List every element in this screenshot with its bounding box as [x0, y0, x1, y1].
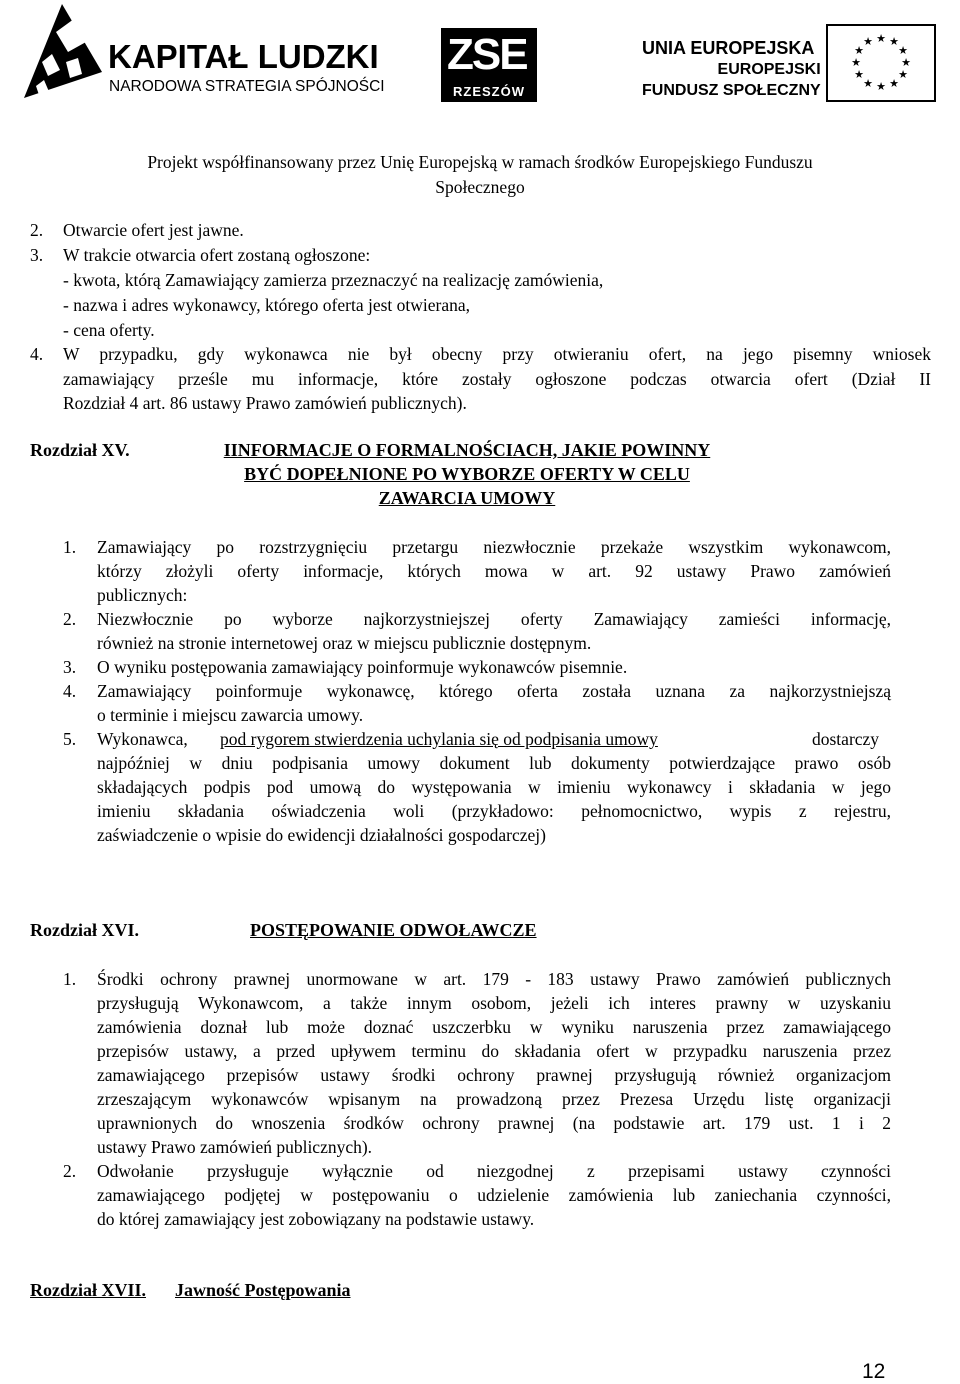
item-3-sub-3: - cena oferty. [63, 320, 155, 340]
svg-text:★: ★ [889, 35, 899, 48]
item-2-number: 2. [30, 220, 44, 240]
eu-line2: EUROPEJSKI [717, 61, 821, 78]
eu-line3: FUNDUSZ SPOŁECZNY [642, 82, 821, 99]
ch15-item-3-line-1: O wyniku postępowania zamawiający poinformuje wykonawców pisemnie. [97, 657, 628, 677]
svg-text:★: ★ [851, 56, 861, 69]
ch15-item-1-line-2: którzy złożyli oferty informacje, których mowa w art. 92 ustawy Prawo zamówień [97, 561, 891, 581]
ch15-item-5-number: 5. [63, 729, 77, 749]
ch16-item-2-line-1: Odwołanie przysługuje wyłącznie od niezgodnej z przepisami ustawy czynności [97, 1161, 891, 1181]
item-3-number: 3. [30, 245, 44, 265]
svg-text:★: ★ [854, 68, 864, 81]
item-3-sub-1: - kwota, którą Zamawiający zamierza przeznaczyć na realizację zamówienia, [63, 270, 604, 290]
svg-text:★: ★ [854, 44, 864, 57]
ch16-item-1-line-8: ustawy Prawo zamówień publicznych). [97, 1137, 373, 1157]
ch15-item-1-line-1: Zamawiający po rozstrzygnięciu przetargu niezwłocznie przekaże wszystkim wykonawcom, [97, 537, 891, 557]
ch16-item-1-line-3: zamówienia doznał lub może doznać uszczerbku w wyniku naruszenia przez zamawiającego [97, 1017, 891, 1037]
item-3-sub-2: - nazwa i adres wykonawcy, którego oferta jest otwierana, [63, 295, 471, 315]
chapter-16-title: POSTĘPOWANIE ODWOŁAWCZE [250, 920, 537, 940]
ch15-item-5-line-3: składających podpis pod umową do występowania w imieniu wykonawcy i składania w jego [97, 777, 891, 797]
ch15-item-2-line-2: również na stronie internetowej oraz w miejscu publicznie dostępnym. [97, 633, 592, 653]
item-4-line-1: W przypadku, gdy wykonawca nie był obecny przy otwieraniu ofert, na jego pisemny wniosek [63, 344, 931, 364]
ch15-item-5-line-2: najpóźniej w dniu podpisania umowy dokument lub dokumenty potwierdzające prawo osób [97, 753, 891, 773]
project-line-1: Projekt współfinansowany przez Unię Europejską w ramach środków Europejskiego Funduszu [147, 152, 813, 172]
ch15-item-1-number: 1. [63, 537, 77, 557]
svg-text:★: ★ [901, 56, 911, 69]
zse-logo-text: ZSE [447, 30, 527, 79]
ch16-item-1-line-4: przepisów ustawy, a przed upływem terminu do składania ofert w przypadku naruszenia przez [97, 1041, 891, 1061]
kl-subtitle: NARODOWA STRATEGIA SPÓJNOŚCI [109, 78, 385, 95]
zse-rzeszow-logo [441, 28, 537, 102]
svg-text:★: ★ [898, 68, 908, 81]
ch16-item-2-number: 2. [63, 1161, 77, 1181]
ch15-item-5-line-5: zaświadczenie o wpisie do ewidencji działalności gospodarczej) [97, 825, 546, 845]
item-4-number: 4. [30, 344, 44, 364]
ch16-item-1-line-7: uprawnionych do wnoszenia środków ochrony prawnej (na podstawie art. 179 ust. 1 i 2 [97, 1113, 891, 1133]
chapter-15-title-3: ZAWARCIA UMOWY [378, 488, 556, 508]
chapter-17-title: Jawność Postępowania [175, 1280, 351, 1300]
project-line-2: Społecznego [435, 177, 525, 197]
svg-text:★: ★ [889, 77, 899, 90]
svg-text:★: ★ [876, 32, 886, 45]
eu-line1: UNIA EUROPEJSKA [642, 38, 815, 58]
ch15-item-2-line-1: Niezwłocznie po wyborze najkorzystniejszej oferty Zamawiający zamieści informację, [97, 609, 891, 629]
ch15-item-5-underlined: pod rygorem stwierdzenia uchylania się od podpisania umowy [220, 729, 658, 749]
ch16-item-2-line-3: do której zamawiający jest zobowiązany na podstawie ustawy. [97, 1209, 535, 1229]
ch15-item-4-line-2: o terminie i miejscu zawarcia umowy. [97, 705, 364, 725]
item-2-text: Otwarcie ofert jest jawne. [63, 220, 244, 240]
ch15-item-4-number: 4. [63, 681, 77, 701]
ch16-item-1-line-5: zamawiającego przepisów ustawy środki ochrony prawnej przysługują również organizacjom [97, 1065, 891, 1085]
ch15-item-3-number: 3. [63, 657, 77, 677]
svg-text:★: ★ [863, 35, 873, 48]
ch15-item-5-line-4: imieniu składania oświadczenia woli (przykładowo: pełnomocnictwo, wypis z rejestru, [97, 801, 891, 821]
eu-stars-svg [828, 26, 934, 100]
kl-title: KAPITAŁ LUDZKI [108, 38, 379, 75]
eu-logo-text [642, 38, 821, 101]
ch15-item-1-line-3: publicznych: [97, 585, 188, 605]
item-4-line-2: zamawiający prześle mu informacje, które zostały ogłoszone podczas otwarcia ofert (Dział II [63, 369, 931, 389]
kapital-ludzki-emblem-icon [16, 2, 106, 102]
eu-stars-flag-icon [826, 24, 936, 102]
ch15-item-5-c: dostarczy [812, 729, 880, 749]
page-number: 12 [862, 1360, 886, 1383]
item-3-text: W trakcie otwarcia ofert zostaną ogłoszone: [63, 245, 371, 265]
chapter-16-label: Rozdział XVI. [30, 920, 139, 940]
zse-city: RZESZÓW [453, 84, 525, 99]
chapter-15-title-2: BYĆ DOPEŁNIONE PO WYBORZE OFERTY W CELU [244, 464, 690, 484]
kapital-ludzki-logo [16, 2, 385, 102]
chapter-17-label: Rozdział XVII. [30, 1280, 146, 1300]
ch16-item-1-line-6: zrzeszającym wykonawców wpisanym na prowadzoną przez Prezesa Urzędu listę organizacji [97, 1089, 891, 1109]
svg-text:★: ★ [863, 77, 873, 90]
chapter-15-label: Rozdział XV. [30, 440, 130, 460]
chapter-15-title-1: IINFORMACJE O FORMALNOŚCIACH, JAKIE POWINNY [223, 440, 711, 460]
ch15-item-2-number: 2. [63, 609, 77, 629]
ch16-item-2-line-2: zamawiającego podjętej w postępowaniu o udzielenie zamówienia lub zaniechania czynności, [97, 1185, 891, 1205]
svg-text:★: ★ [898, 44, 908, 57]
ch16-item-1-number: 1. [63, 969, 77, 989]
item-4-line-3: Rozdział 4 art. 86 ustawy Prawo zamówień publicznych). [63, 393, 467, 413]
ch15-item-5-a: Wykonawca, [97, 729, 188, 749]
ch15-item-4-line-1: Zamawiający poinformuje wykonawcę, którego oferta została uznana za najkorzystniejszą [97, 681, 891, 701]
svg-text:★: ★ [876, 80, 886, 93]
ch16-item-1-line-2: przysługują Wykonawcom, a także innym osobom, jeżeli ich interes prawny w uzyskaniu [97, 993, 891, 1013]
ch16-item-1-line-1: Środki ochrony prawnej unormowane w art. 179 - 183 ustawy Prawo zamówień publicznych [97, 969, 891, 989]
